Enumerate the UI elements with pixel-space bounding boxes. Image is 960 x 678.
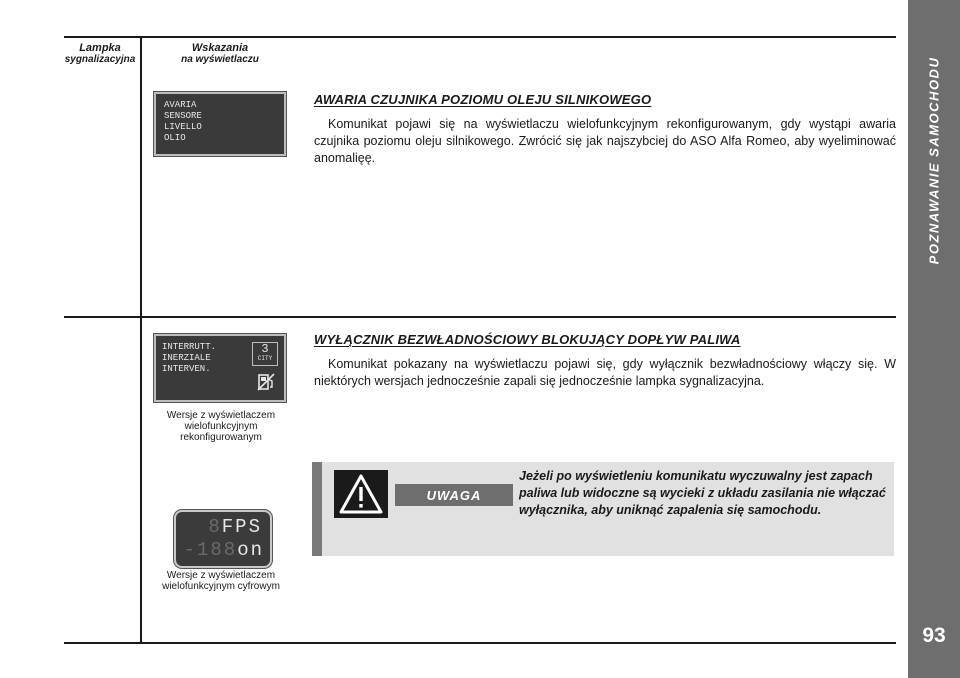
section1-body: Komunikat pojawi się na wyświetlaczu wielofunkcyjnym rekonfigurowanym, gdy wystąpi awaria czujnika poziomu oleju silnikowego. Zwrócić się jak najszybciej do ASO Alfa Romeo, aby wyeliminować anomalięę. — [314, 117, 896, 165]
digital-top-text: FPS — [221, 516, 262, 538]
warning-icon-box — [334, 470, 388, 518]
sidebar-title-text: POZNAWANIE SAMOCHODU — [926, 56, 942, 264]
gear-number: 3 — [261, 342, 269, 356]
section-title-vertical — [908, 30, 960, 290]
digital-top-readout — [182, 516, 262, 538]
oil-sensor-display — [154, 92, 286, 156]
warning-text: Jeżeli po wyświetleniu komunikatu wyczuwalny jest zapach paliwa lub widoczne są wycieki z układu zasilania nie włączać wyłącznika, aby uniknąć zapalenia się samochodu. — [519, 469, 886, 517]
header-display-line2: na wyświetlaczu — [181, 54, 259, 65]
display-line: AVARIA — [164, 100, 197, 110]
inertia-switch-display — [154, 334, 286, 402]
display-line: LIVELLO — [164, 122, 202, 132]
column-divider — [140, 36, 142, 644]
warning-box — [312, 462, 894, 556]
digital-inactive-digit: 8 — [208, 516, 222, 538]
middle-rule — [64, 316, 896, 318]
fuel-pump-icon — [256, 372, 276, 392]
gear-indicator — [252, 342, 278, 366]
city-mode-label: CITY — [257, 355, 273, 362]
display-line: INTERVEN. — [162, 364, 211, 374]
section2-body: Komunikat pokazany na wyświetlaczu pojawi się, gdy wyłącznik bezwładnościowy włączy się. W niektórych wersjach jednocześnie zapali się jednocześnie lampka sygnalizacyjna. — [314, 357, 896, 388]
warning-label: UWAGA — [395, 484, 513, 506]
display-line: OLIO — [164, 133, 186, 143]
digital-inactive-digits: -188 — [183, 539, 238, 561]
caption-digital: Wersje z wyświetlaczem wielofunkcyjnym cyfrowym — [162, 570, 280, 592]
header-column-display — [150, 42, 290, 66]
display-line: INTERRUTT. — [162, 342, 217, 352]
display-line: SENSORE — [164, 111, 202, 121]
section2-title: WYŁĄCZNIK BEZWŁADNOŚCIOWY BLOKUJĄCY DOPŁYW PALIWA — [314, 332, 741, 347]
bottom-rule — [64, 642, 896, 644]
section1-title: AWARIA CZUJNIKA POZIOMU OLEJU SILNIKOWEGO — [314, 92, 652, 107]
top-rule — [64, 36, 896, 38]
warning-triangle-icon — [334, 470, 388, 518]
header-display-line1: Wskazania — [191, 42, 249, 54]
digital-bottom-readout — [180, 539, 264, 561]
display-line: INERZIALE — [162, 353, 211, 363]
header-lamp-line2: sygnalizacyjna — [64, 54, 136, 65]
digital-bottom-text: on — [237, 539, 264, 561]
header-lamp-line1: Lampka — [79, 42, 121, 54]
caption-reconfigurable: Wersje z wyświetlaczem wielofunkcyjnym rekonfigurowanym — [166, 410, 276, 443]
page-number: 93 — [922, 624, 946, 647]
header-column-lamp — [60, 42, 140, 66]
section-sidebar — [908, 0, 960, 678]
digital-display — [174, 510, 272, 568]
